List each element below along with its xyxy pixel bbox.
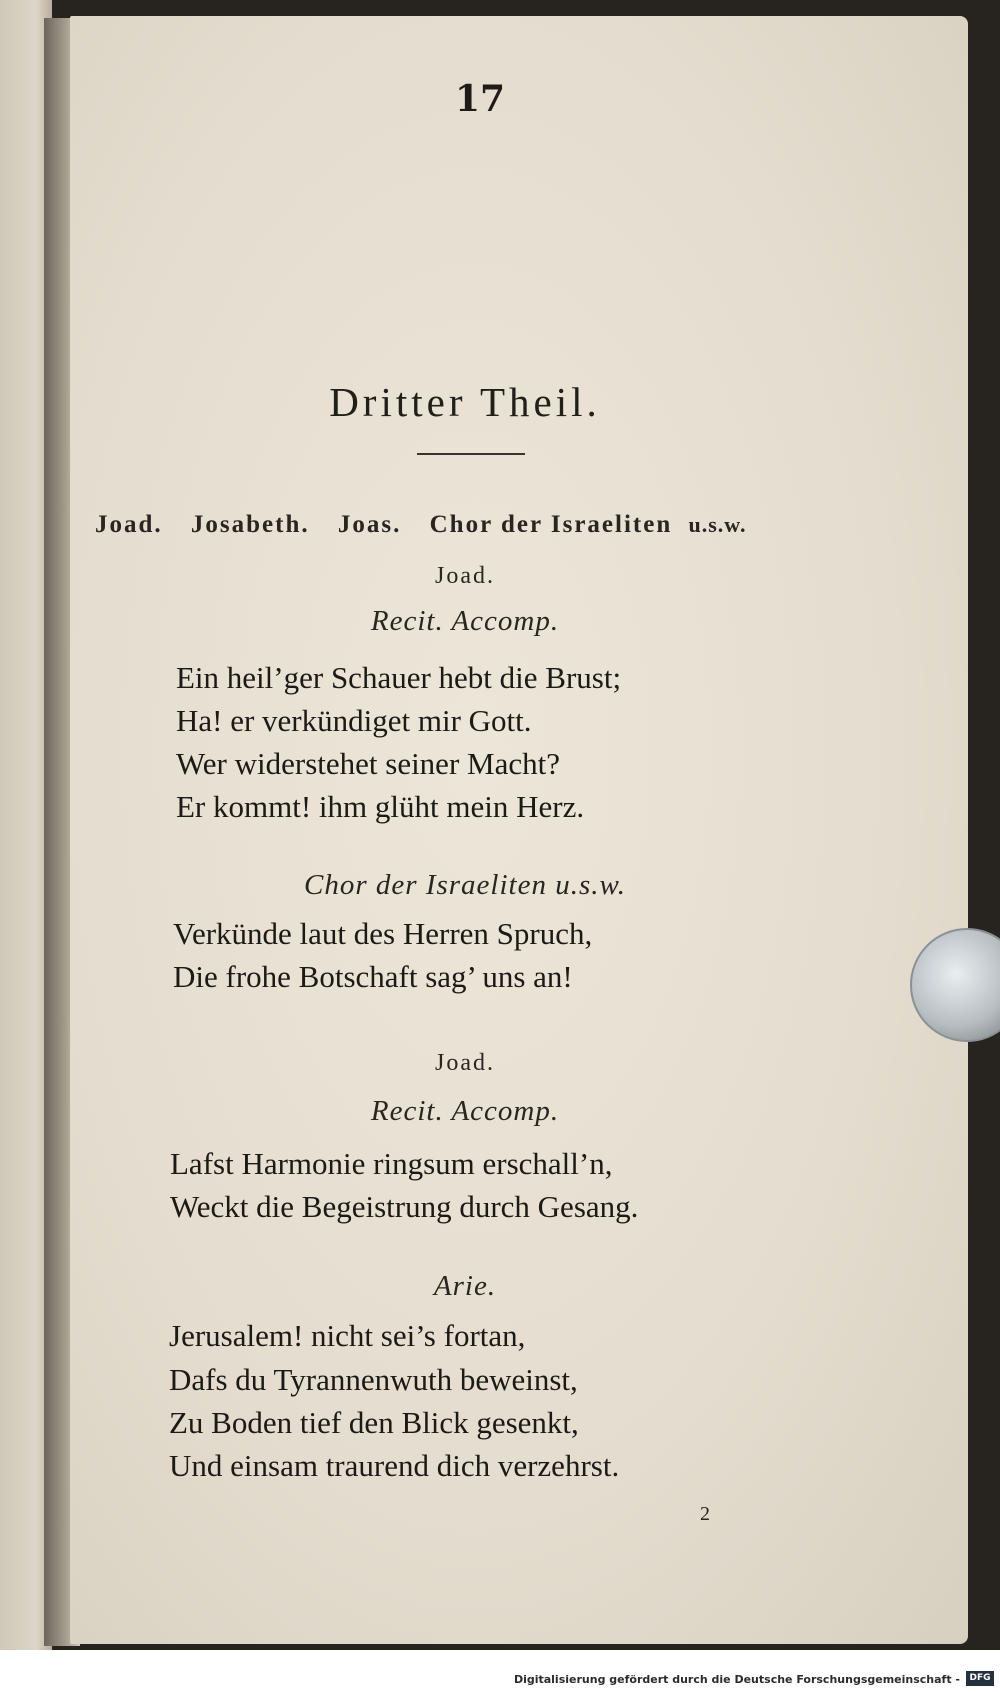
cast-joas: Joas.	[337, 511, 402, 538]
verse-line: Verkünde laut des Herren Spruch,	[173, 916, 593, 951]
verse-line: Weckt die Begeistrung durch Gesang.	[170, 1189, 639, 1224]
speaker-label: Joad.	[435, 1050, 495, 1076]
verse-line: Ein heil’ger Schauer hebt die Brust;	[176, 660, 622, 695]
verse-line: Lafst Harmonie ringsum erschall’n,	[170, 1146, 613, 1181]
cast-josabeth: Josabeth.	[190, 511, 310, 538]
speaker-label: Joad.	[435, 563, 495, 589]
verse-line: Dafs du Tyrannenwuth beweinst,	[169, 1362, 578, 1397]
cast-joad: Joad.	[95, 511, 163, 538]
title-rule	[417, 453, 525, 455]
cast-suffix: u.s.w.	[688, 512, 747, 537]
cast-list	[95, 511, 855, 539]
verse-line: Jerusalem! nicht sei’s fortan,	[169, 1318, 526, 1353]
stage-direction: Chor der Israeliten u.s.w.	[304, 869, 626, 901]
verse-line: Und einsam traurend dich verzehrst.	[169, 1448, 620, 1483]
stage-direction: Arie.	[433, 1270, 497, 1302]
verse-line: Ha! er verkündiget mir Gott.	[176, 703, 532, 738]
footer-credit: Digitalisierung gefördert durch die Deutsche Forschungsgemeinschaft -	[513, 1673, 960, 1686]
signature-mark: 2	[700, 1503, 710, 1525]
verse-line: Zu Boden tief den Blick gesenkt,	[169, 1405, 579, 1440]
verse-line: Wer widerstehet seiner Macht?	[176, 746, 560, 781]
dfg-logo: DFG	[966, 1671, 994, 1686]
page-number: 17	[454, 78, 506, 120]
stage-direction: Recit. Accomp.	[370, 605, 560, 637]
cast-chor: Chor der Israeliten	[429, 511, 673, 538]
book-page	[70, 16, 968, 1644]
section-title: Dritter Theil.	[329, 379, 601, 425]
stage-direction: Recit. Accomp.	[370, 1095, 560, 1127]
verse-line: Er kommt! ihm glüht mein Herz.	[176, 789, 585, 824]
verse-line: Die frohe Botschaft sag’ uns an!	[173, 959, 573, 994]
